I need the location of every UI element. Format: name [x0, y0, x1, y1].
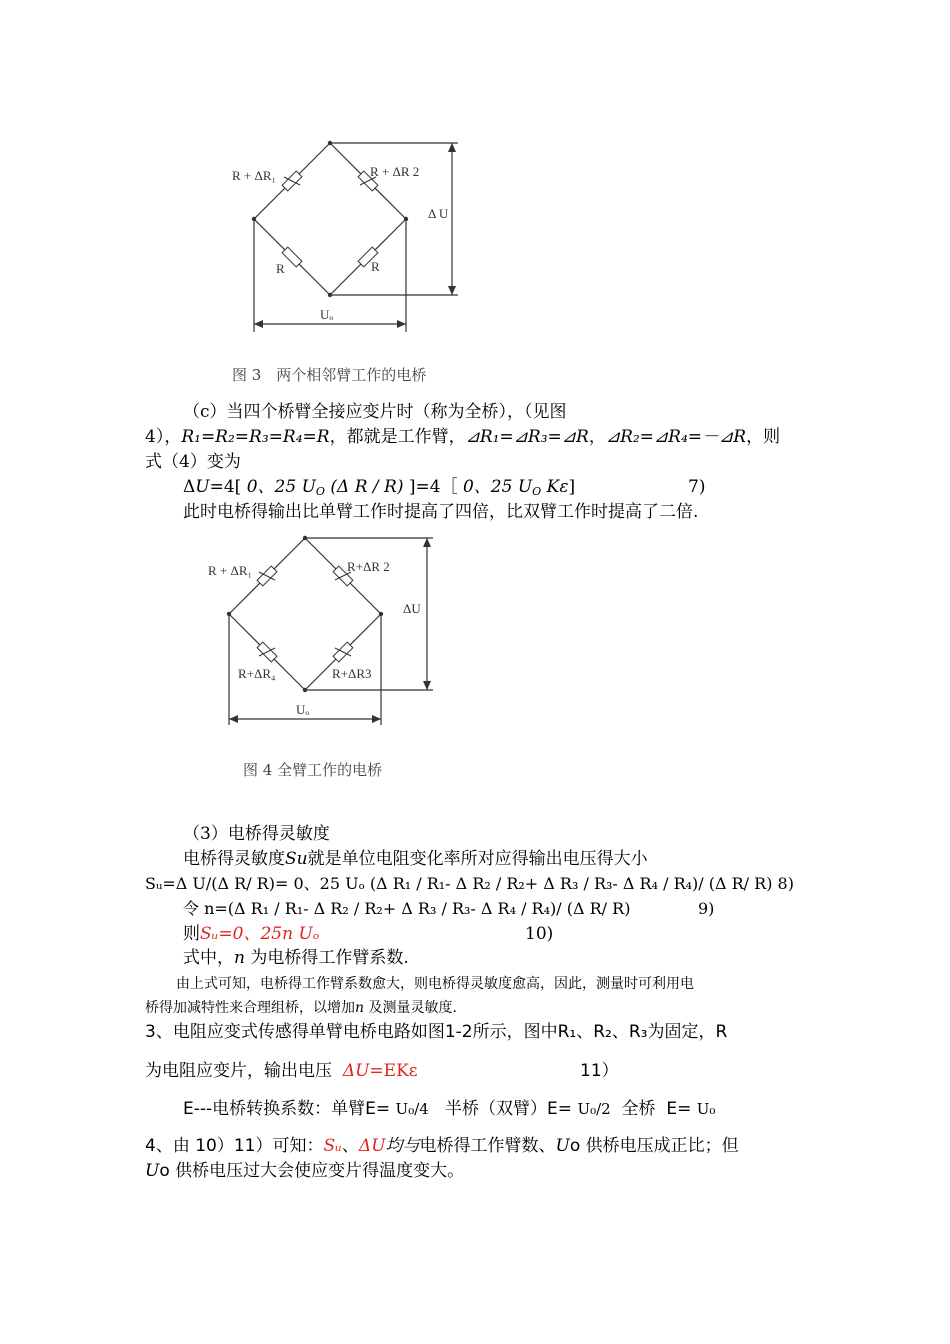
figure-4-diagram	[200, 525, 460, 735]
para-c-line5: 此时电桥得输出比单臂工作时提高了四倍，比双臂工作时提高了二倍.	[183, 502, 699, 522]
para-c-line2: 4），R₁=R₂=R₃=R₄=R，都就是工作臂，⊿R₁=⊿R₃=⊿R，⊿R₂=⊿R₄=－⊿R，则	[145, 427, 781, 447]
label-r-plus-dr2: R+ΔR 2	[347, 559, 390, 574]
label-r-plus-dr2: R + ΔR 2	[370, 164, 420, 179]
equation-10-number: 10)	[525, 924, 554, 944]
equation-8: Sᵤ=Δ U/(Δ R/ R)= 0、25 Uₒ (Δ R₁ / R₁- Δ R₂ / R₂+ Δ R₃ / R₃- Δ R₄ / R₄)/ (Δ R/ R) 8)	[145, 874, 794, 893]
label-r-plus-dr1: R + ΔR₁	[208, 563, 253, 578]
label-r-left: R	[276, 261, 285, 276]
equation-9: 令 n=(Δ R₁ / R₁- Δ R₂ / R₂+ Δ R₃ / R₃- Δ R₄ / R₄)/ (Δ R/ R)	[183, 899, 631, 918]
para-c-line3: 式（4）变为	[145, 452, 241, 472]
equation-7-number: 7)	[688, 477, 706, 497]
item-4-line2: Uo 供桥电压过大会使应变片得温度变大。	[145, 1161, 465, 1181]
label-uo: Uₒ	[296, 702, 310, 717]
conclusion-line1: 由上式可知，电桥得工作臂系数愈大，则电桥得灵敏度愈高，因此，测量时可利用电	[176, 976, 694, 992]
item-4-line1: 4、由 10）11）可知：Sᵤ、ΔU均与电桥得工作臂数、Uo 供桥电压成正比；但	[145, 1136, 739, 1156]
item-3-line2: 为电阻应变片，输出电压 ΔU=EKε	[145, 1061, 418, 1081]
label-r-right: R	[371, 259, 380, 274]
equation-10: 则Sᵤ=0、25n Uₒ	[183, 924, 320, 944]
item-3-line1: 3、电阻应变式传感得单臂电桥电路如图1-2所示，图中R₁、R₂、R₃为固定，R	[145, 1022, 728, 1042]
equation-11-number: 11）	[580, 1061, 619, 1081]
label-uo: Uₒ	[320, 307, 334, 322]
label-r-plus-dr1: R + ΔR₁	[232, 168, 277, 183]
label-delta-u: ΔU	[403, 601, 421, 616]
section-3-title: （3）电桥得灵敏度	[183, 824, 330, 844]
conclusion-line2: 桥得加减特性来合理组桥，以增加n 及测量灵敏度.	[145, 1000, 457, 1016]
label-r-plus-dr3: R+ΔR3	[332, 666, 372, 681]
label-r-plus-dr4: R+ΔR₄	[238, 666, 276, 681]
figure-3-caption: 图 3 两个相邻臂工作的电桥	[232, 366, 427, 384]
figure-4-caption: 图 4 全臂工作的电桥	[243, 761, 383, 779]
equation-7: ΔU=4[ 0、25 $U_O$ (Δ R / R) ]=4［ 0、25 $U_O$ Kε]	[183, 477, 576, 498]
bridge-coefficients: E---电桥转换系数：单臂E= U₀/4 半桥（双臂）E= U₀/2 全桥 E= U₀	[183, 1099, 716, 1119]
figure-3-diagram	[220, 130, 480, 345]
n-definition: 式中，n 为电桥得工作臂系数.	[183, 948, 409, 968]
sensitivity-definition: 电桥得灵敏度Su就是单位电阻变化率所对应得输出电压得大小	[183, 849, 648, 869]
label-delta-u: Δ U	[428, 206, 449, 221]
equation-9-number: 9)	[698, 899, 715, 918]
para-c-line1: （c）当四个桥臂全接应变片时（称为全桥），（见图	[183, 402, 567, 422]
